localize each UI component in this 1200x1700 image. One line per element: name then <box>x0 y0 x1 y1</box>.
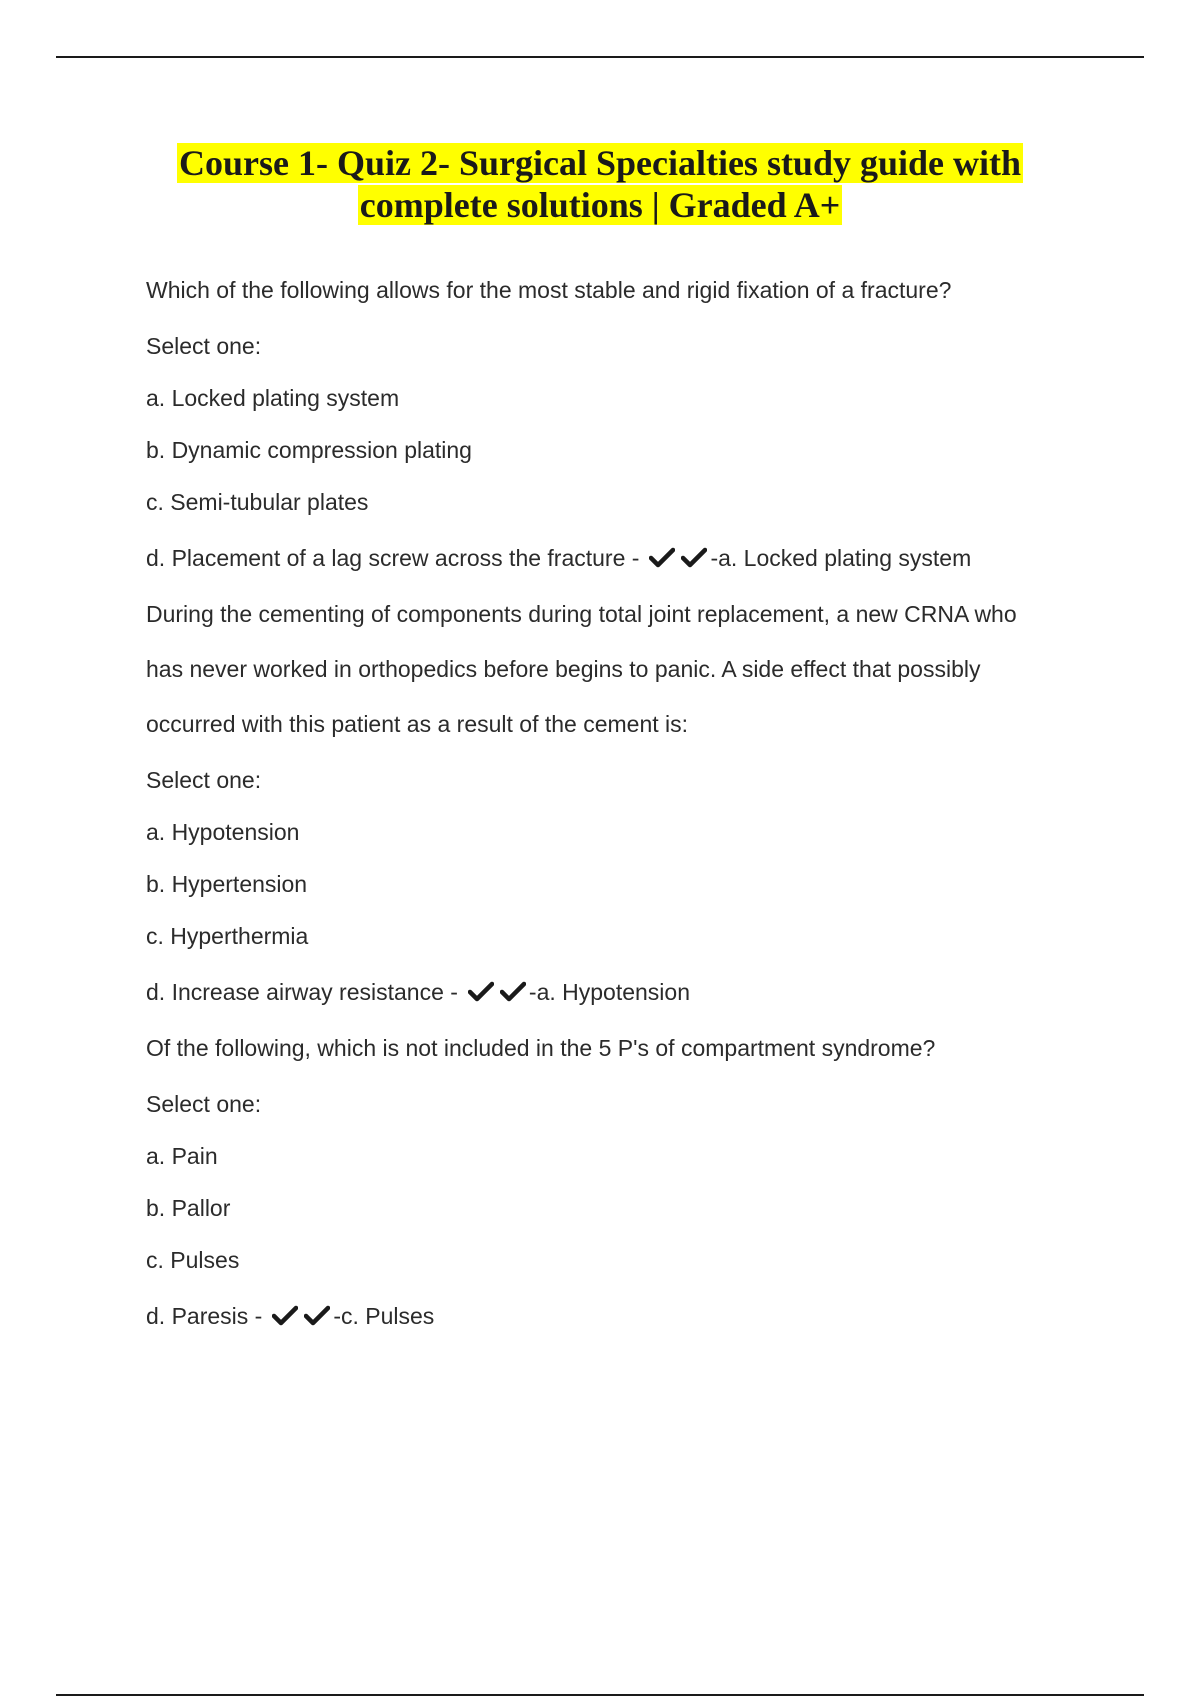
question-2 <box>146 600 1086 1006</box>
check-icon <box>649 547 675 569</box>
question-3-option-b: b. Pallor <box>146 1195 231 1221</box>
question-3-answer-line <box>146 1302 1086 1330</box>
question-1-select-one: Select one: <box>146 333 262 359</box>
question-2-select-one: Select one: <box>146 767 262 793</box>
question-3-select-one: Select one: <box>146 1091 262 1117</box>
question-2-stem-line-2: has never worked in orthopedics before begins to panic. A side effect that possibly <box>146 656 981 682</box>
title-line-1: Course 1- Quiz 2- Surgical Specialties study guide with <box>178 143 1022 183</box>
check-icon <box>500 981 526 1003</box>
question-1-option-a: a. Locked plating system <box>146 385 400 411</box>
question-3-answer: -c. Pulses <box>333 1303 435 1329</box>
question-1-option-c: c. Semi-tubular plates <box>146 489 369 515</box>
question-2-option-b: b. Hypertension <box>146 871 308 897</box>
top-rule <box>56 56 1144 58</box>
question-2-option-d: d. Increase airway resistance - <box>146 979 458 1005</box>
question-2-answer: -a. Hypotension <box>528 979 690 1005</box>
question-3-option-d: d. Paresis - <box>146 1303 263 1329</box>
question-3-stem: Of the following, which is not included in the 5 P's of compartment syndrome? <box>146 1035 936 1061</box>
question-3-option-c: c. Pulses <box>146 1247 240 1273</box>
question-2-option-c: c. Hyperthermia <box>146 923 309 949</box>
document-title <box>100 142 1100 226</box>
quiz-content <box>146 276 1086 1330</box>
question-1-stem: Which of the following allows for the most stable and rigid fixation of a fracture? <box>146 277 952 303</box>
title-line-2: complete solutions | Graded A+ <box>359 185 841 225</box>
question-1-option-b: b. Dynamic compression plating <box>146 437 472 463</box>
check-icon <box>681 547 707 569</box>
question-2-stem-line-3: occurred with this patient as a result of the cement is: <box>146 711 689 737</box>
question-2-option-a: a. Hypotension <box>146 819 300 845</box>
question-3-option-a: a. Pain <box>146 1143 218 1169</box>
check-icon <box>468 981 494 1003</box>
question-1 <box>146 276 1086 572</box>
bottom-rule <box>56 1694 1144 1696</box>
question-2-stem-line-1: During the cementing of components during total joint replacement, a new CRNA who <box>146 601 1017 627</box>
question-1-answer-line <box>146 544 1086 572</box>
question-1-option-d: d. Placement of a lag screw across the fracture - <box>146 545 640 571</box>
question-3 <box>146 1034 1086 1330</box>
question-1-answer: -a. Locked plating system <box>710 545 972 571</box>
question-2-answer-line <box>146 978 1086 1006</box>
check-icon <box>272 1305 298 1327</box>
check-icon <box>304 1305 330 1327</box>
